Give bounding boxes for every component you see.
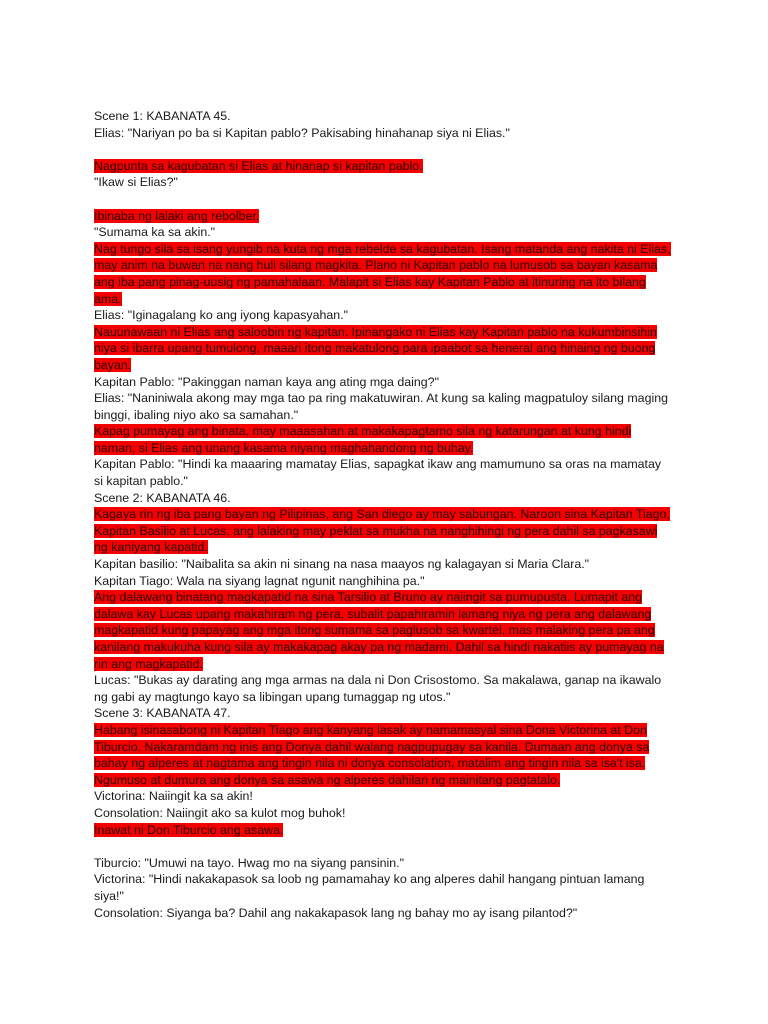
- dialogue-line: Kapitan basilio: "Naibalita sa akin ni sinang na nasa maayos ng kalagayan si Maria Clara.": [94, 557, 590, 572]
- highlighted-narration: Kagaya rin ng iba pang bayan ng Pilipinas, ang San diego ay may sabungan. Naroon sina Kapitan Tiago, Kapitan Basilio at Lucas, ang lalaking may peklat sa mukha na nanghihingi ng pera dahil sa pagkasawi ng kaniyang kapatid.: [94, 507, 670, 555]
- highlighted-narration: Ang dalawang binatang magkapatid na sina Tarsilio at Bruno ay naiingit sa pumupusta. Lumapit ang dalawa kay Lucas upang makahiram ng pera, subalit papahiramin lamang niya ng pera ang dalawang magkapatid kung papayag ang mga itong sumama sa paglusob sa kwartel, mas malaking pera pa ang kanilang makukuha kung sila ay makakapag akay pa ng madami. Dahil sa hindi nakatiis ay pumayag na rin ang magkapatid.: [94, 590, 664, 671]
- narration-line: [94, 423, 672, 456]
- blank-line: [94, 141, 672, 158]
- narration-line: [94, 241, 672, 307]
- dialogue-line: Consolation: Naiingit ako sa kulot mog buhok!: [94, 805, 346, 820]
- scene-1-heading: Scene 1: KABANATA 45.: [94, 109, 231, 123]
- highlighted-narration: Nauunawaan ni Elias ang saloobin ng kapitan. Ipinangako ni Elias kay Kapitan pablo na kukumbinsihin niya si ibarra upang tumulong, maaari itong makatulong para ipaabot sa heneral ang hinaing ng buong bayan.: [94, 324, 657, 372]
- blank-line: [94, 191, 672, 208]
- narration-line: [94, 589, 672, 672]
- scene-2-heading: Scene 2: KABANATA 46.: [94, 490, 231, 505]
- scene-3-heading: Scene 3: KABANATA 47.: [94, 706, 231, 721]
- dialogue-line: Elias: "Nariyan po ba si Kapitan pablo? Pakisabing hinahanap siya ni Elias.": [94, 125, 510, 140]
- highlighted-narration: Kapag pumayag ang binata, may maaasahan at makakapagtamo sila ng katarungan at kung hindi naman, si Elias ang unang kasama niyang maghahandong ng buhay.: [94, 424, 632, 455]
- dialogue-line: Victorina: Naiingit ka sa akin!: [94, 789, 253, 804]
- narration-line: [94, 506, 672, 556]
- dialogue-line: Elias: "Naniniwala akong may mga tao pa ring makatuwiran. At kung sa kaling magpatuloy silang maging binggi, ibaling niyo ako sa samahan.": [94, 391, 668, 422]
- highlighted-narration: Ibinaba ng lalaki ang rebolber.: [94, 208, 260, 223]
- narration-line: [94, 822, 672, 839]
- dialogue-line: Consolation: Siyanga ba? Dahil ang nakakapasok lang ng bahay mo ay isang pilantod?": [94, 905, 578, 920]
- narration-line: [94, 208, 672, 225]
- narration-line: [94, 158, 672, 175]
- dialogue-line: Kapitan Pablo: "Pakinggan naman kaya ang ating mga daing?": [94, 374, 439, 389]
- highlighted-narration: Nag tungo sila sa isang yungib na kuta ng mga rebelde sa kagubatan. Isang matanda ang nakita ni Elias, may anim na buwan na nang huli silang magkita. Plano ni Kapitan pablo na lumusob sa bayan kasama ang iba pang pinag-uusig ng pamahalaan. Malapit si Elias kay Kapitan Pablo at itinuring na ito bilang ama.: [94, 241, 671, 306]
- dialogue-line: Elias: "Iginagalang ko ang iyong kapasyahan.": [94, 308, 349, 323]
- dialogue-line: Victorina: "Hindi nakakapasok sa loob ng pamamahay ko ang alperes dahil hangang pintuan lamang siya!": [94, 872, 645, 903]
- highlighted-narration: Nagpunta sa kagubatan si Elias at hinanap si kapitan pablo.: [94, 158, 423, 173]
- dialogue-line: Kapitan Tiago: Wala na siyang lagnat ngunit nanghihina pa.": [94, 573, 425, 588]
- highlighted-narration: Inawat ni Don Tiburcio ang asawa.: [94, 822, 284, 837]
- dialogue-line: Tiburcio: "Umuwi na tayo. Hwag mo na siyang pansinin.": [94, 855, 404, 870]
- dialogue-line: Lucas: "Bukas ay darating ang mga armas na dala ni Don Crisostomo. Sa makalawa, ganap na ikawalo ng gabi ay magtungo kayo sa libingan upang tumaggap ng utos.": [94, 673, 662, 704]
- highlighted-narration: Habang isinasabong ni Kapitan Tiago ang kanyang lasak ay namamasyal sina Dona Victorina at Don Tiburcio. Nakaramdam ng inis ang Donya dahil walang nagpupugay sa kanila. Dumaan ang donya sa bahay ng alperes at nagtama ang tingin nila ni donya consolation, matalim ang tingin nila sa isa't isa. Ngumuso at dumura ang donya sa asawa ng alperes dahilan ng mainitang pagtatalo.: [94, 722, 650, 787]
- dialogue-line: "Ikaw si Elias?": [94, 175, 178, 190]
- dialogue-line: "Sumama ka sa akin.": [94, 225, 216, 240]
- blank-line: [94, 838, 672, 855]
- narration-line: [94, 722, 672, 788]
- narration-line: [94, 324, 672, 374]
- script-body: [94, 108, 672, 921]
- dialogue-line: Kapitan Pablo: "Hindi ka maaaring mamatay Elias, sapagkat ikaw ang mamumuno sa oras na mamatay si kapitan pablo.": [94, 457, 662, 489]
